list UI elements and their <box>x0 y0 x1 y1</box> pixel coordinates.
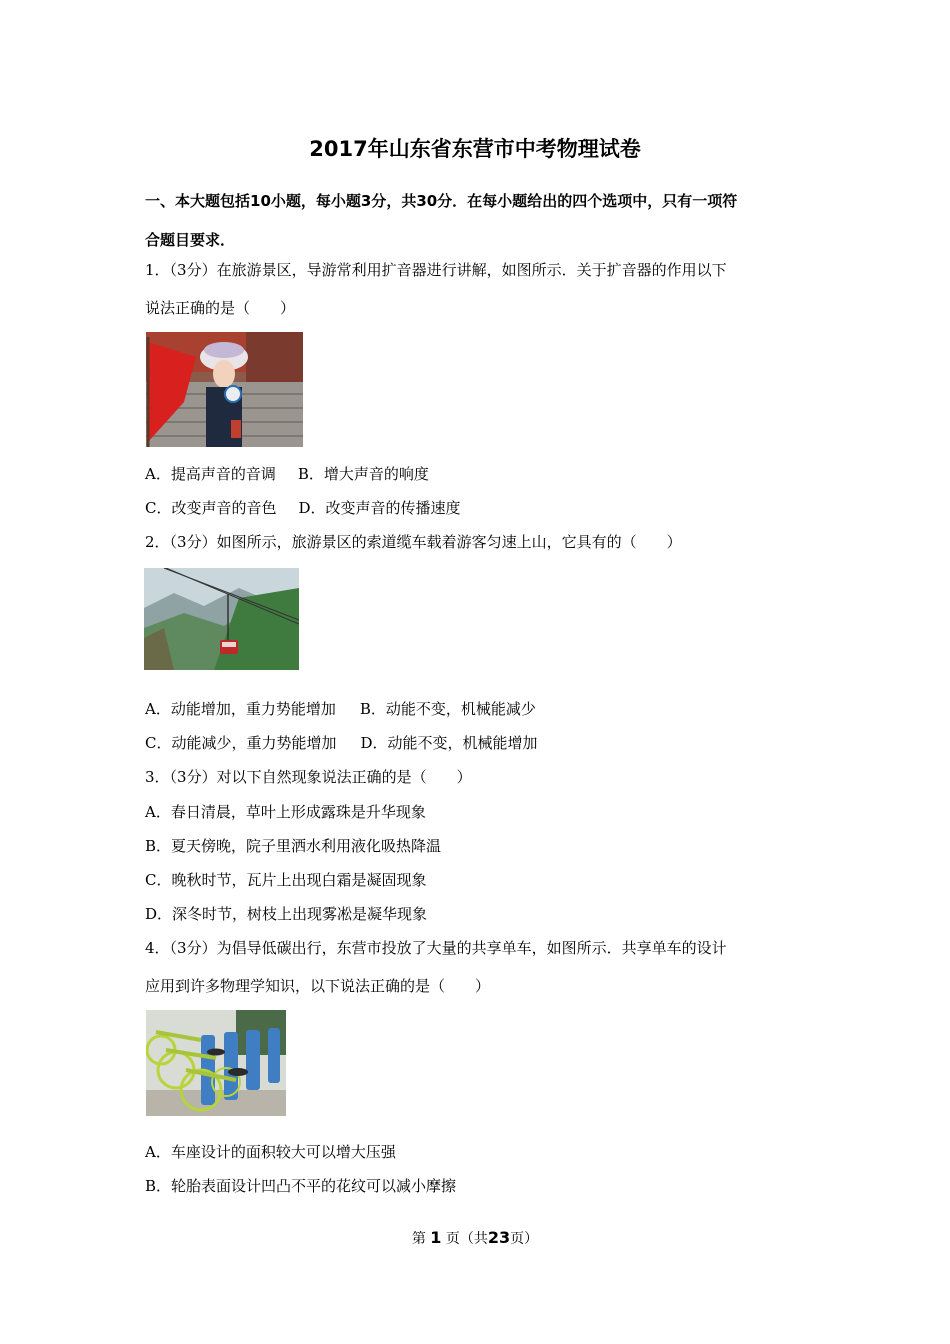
q2-stem-line1: 2．（3分）如图所示，旅游景区的索道缆车载着游客匀速上山，它具有的（ ） <box>145 533 682 551</box>
q1-option-c[interactable]: C．改变声音的音色 <box>145 499 277 517</box>
section-heading-line2: 合题目要求． <box>145 231 236 249</box>
q1-options-row2 <box>145 498 461 518</box>
q3-option-d[interactable]: D．深冬时节，树枝上出现雾凇是凝华现象 <box>145 905 428 923</box>
q4-option-b[interactable]: B．轮胎表面设计凹凸不平的花纹可以减小摩擦 <box>145 1177 457 1195</box>
q1-option-d[interactable]: D．改变声音的传播速度 <box>298 499 461 517</box>
q1-stem-line2: 说法正确的是（ ） <box>145 299 296 317</box>
q1-options-row1 <box>145 464 429 484</box>
q2-option-d[interactable]: D．动能不变，机械能增加 <box>360 734 538 752</box>
page-title: 2017年山东省东营市中考物理试卷 <box>309 137 641 161</box>
q3-option-c[interactable]: C．晚秋时节，瓦片上出现白霜是凝固现象 <box>145 871 427 889</box>
q3-stem-line1: 3．（3分）对以下自然现象说法正确的是（ ） <box>145 768 472 786</box>
q2-option-c[interactable]: C．动能减少，重力势能增加 <box>145 734 337 752</box>
footer-suffix: 页） <box>510 1231 539 1247</box>
q4-option-a[interactable]: A．车座设计的面积较大可以增大压强 <box>145 1143 396 1161</box>
q1-tour-guide-photo <box>146 332 303 447</box>
q1-option-a[interactable]: A．提高声音的音调 <box>145 465 276 483</box>
q4-stem-line1: 4．（3分）为倡导低碳出行，东营市投放了大量的共享单车，如图所示．共享单车的设计 <box>145 939 727 957</box>
section-heading-line1: 一、本大题包括10小题，每小题3分，共30分．在每小题给出的四个选项中，只有一项符 <box>145 192 738 210</box>
q1-stem-line1: 1．（3分）在旅游景区，导游常利用扩音器进行讲解，如图所示．关于扩音器的作用以下 <box>145 261 727 279</box>
q2-options-row2 <box>145 733 538 753</box>
q3-option-a[interactable]: A．春日清晨，草叶上形成露珠是升华现象 <box>145 803 426 821</box>
q2-options-row1 <box>145 699 536 719</box>
footer-prefix: 第 <box>411 1231 426 1247</box>
q4-stem-line2: 应用到许多物理学知识，以下说法正确的是（ ） <box>145 977 491 995</box>
footer-page-number: 1 <box>430 1228 442 1247</box>
footer-total-pages: 23 <box>487 1228 511 1247</box>
page-footer <box>0 1228 950 1248</box>
q2-option-b[interactable]: B．动能不变，机械能减少 <box>359 700 536 718</box>
q2-cable-car-photo <box>144 568 299 670</box>
q1-option-b[interactable]: B．增大声音的响度 <box>297 465 429 483</box>
footer-middle: 页（共 <box>445 1231 488 1247</box>
q4-shared-bikes-photo <box>146 1010 286 1116</box>
q2-option-a[interactable]: A．动能增加，重力势能增加 <box>145 700 336 718</box>
q3-option-b[interactable]: B．夏天傍晚，院子里洒水利用液化吸热降温 <box>145 837 442 855</box>
